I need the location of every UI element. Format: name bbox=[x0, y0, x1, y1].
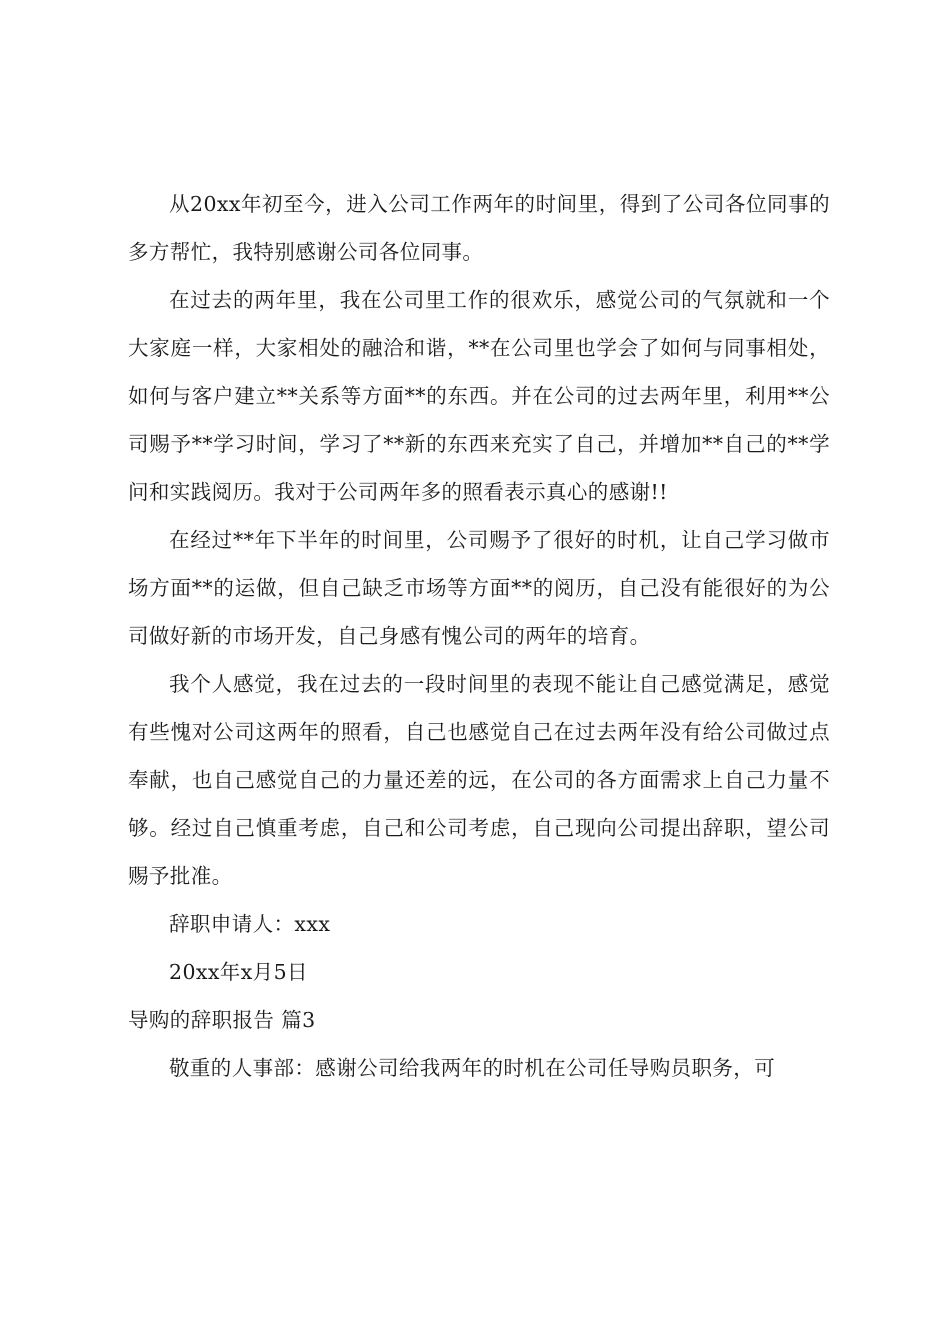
paragraph-two-years-experience: 在过去的两年里，我在公司里工作的很欢乐，感觉公司的气氛就和一个大家庭一样，大家相处的融洽和谐，**在公司里也学会了如何与同事相处，如何与客户建立**关系等方面**的东西。并在公司的过去两年里，利用**公司赐予**学习时间，学习了**新的东西来充实了自己，并增加**自己的**学问和实践阅历。我对于公司两年多的照看表示真心的感谢!! bbox=[128, 288, 830, 504]
paragraph-next-letter-start: 敬重的人事部：感谢公司给我两年的时机在公司任导购员职务，可 bbox=[169, 1056, 776, 1080]
document-body bbox=[128, 180, 830, 1092]
paragraph-gratitude-intro: 从20xx年初至今，进入公司工作两年的时间里，得到了公司各位同事的多方帮忙，我特别感谢公司各位同事。 bbox=[128, 192, 830, 264]
section-heading: 导购的辞职报告 篇3 bbox=[128, 1008, 316, 1032]
date-line: 20xx年x月5日 bbox=[169, 960, 308, 984]
signature-line: 辞职申请人：xxx bbox=[169, 912, 331, 936]
paragraph-market-work: 在经过**年下半年的时间里，公司赐予了很好的时机，让自己学习做市场方面**的运做，但自己缺乏市场等方面**的阅历，自己没有能很好的为公司做好新的市场开发，自己身感有愧公司的两年的培育。 bbox=[128, 528, 830, 648]
paragraph-resignation-reason: 我个人感觉，我在过去的一段时间里的表现不能让自己感觉满足，感觉有些愧对公司这两年的照看，自己也感觉自己在过去两年没有给公司做过点奉献，也自己感觉自己的力量还差的远，在公司的各方面需求上自己力量不够。经过自己慎重考虑，自己和公司考虑，自己现向公司提出辞职，望公司赐予批准。 bbox=[128, 672, 830, 888]
